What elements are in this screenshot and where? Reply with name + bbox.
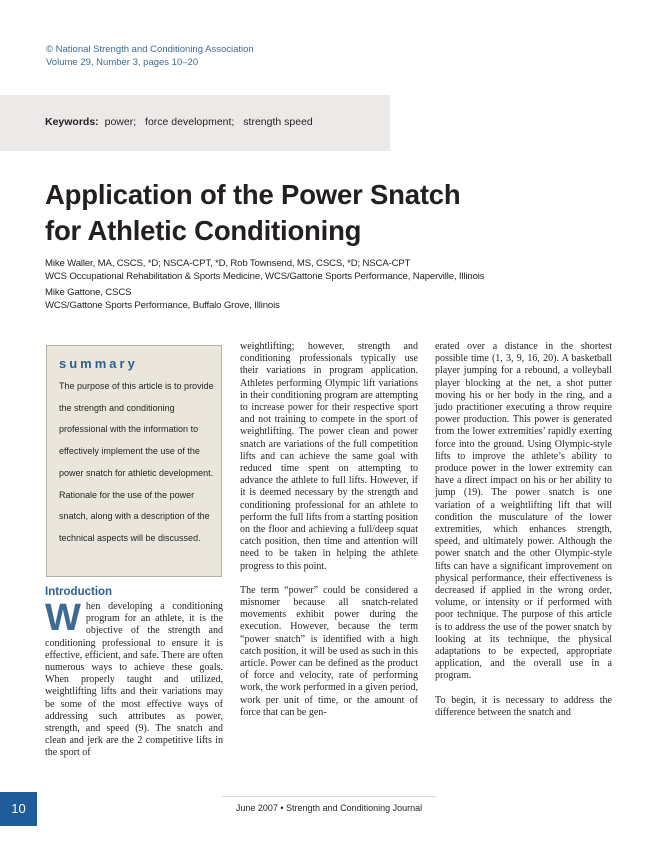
- column-3: [435, 341, 612, 719]
- footer-divider: [222, 796, 436, 797]
- body-paragraph: erated over a distance in the shortest possible time (1, 3, 9, 16, 20). A basketball player jumping for a rebound, a volleyball player blocking at the net, a shot putter moving his or her body in the ring, and a judo practitioner executing a throw require power production. This power is generated from the lower extremities’ rapidly exerting force into the ground. Using Olympic-style lifts to improve the athlete’s ability to produce power in the lower extremity can have a direct impact on his or her ability to jump (19). The power snatch is one variation of a weightlifting lift that will condition the musculature of the lower extremities, which enhances strength, speed, and ultimately power. Although the power snatch and the other Olympic-style lifts can have a significant improvement on physical performance, their effectiveness is decreased if applied in the wrong order, volume, or intensity or if performed with poor technique. The purpose of this article is to address the use of the power snatch by looking at its technique, the physical adaptations to be expected, appropriate application, and the overall use in a program.: [435, 341, 612, 682]
- column-1: [45, 597, 223, 760]
- keywords-label: Keywords:: [45, 116, 99, 128]
- body-paragraph: weightlifting; however, strength and conditioning professionals typically use their variations in program application. Athletes performing Olympic lift variations in their conditioning program are attempting to increase power for their respective sport and not training to compete in the sport of weightlifting. The power clean and power snatch are variations of the full competition lifts and can achieve the same goal with reduced time spent on attempting to advance the athlete to full lifts. However, if it is deemed necessary by the strength and conditioning professional for an athlete to perform the full lifts from a starting position on the floor and achieving a full/deep squat catch position, then time and attention will need to be taken in helping the athlete progress to this point.: [240, 341, 419, 572]
- author-line: Mike Gattone, CSCS: [45, 287, 132, 298]
- intro-paragraph: hen developing a conditioning program for an athlete, it is the objective of the strength and conditioning professional to ensure it is effective, efficient, and safe. There are often numerous ways to achieve these goals. When properly taught and utilized, weightlifting lifts and their variations may be some of the most effective ways of addressing such attributes as power, strength, and speed (9). The snatch and clean and jerk are the 2 competitive lifts in the sport of: [45, 601, 223, 759]
- keyword-item: force development;: [145, 116, 235, 128]
- summary-box: [46, 345, 222, 577]
- summary-body: The purpose of this article is to provide the strength and conditioning professional with the information to effectively implement the use of the power snatch for athletic development. Rationale for the use of the power snatch, along with a description of the technical aspects will be discussed.: [59, 381, 214, 543]
- column-2: [240, 341, 418, 719]
- page-number: 10: [0, 792, 37, 826]
- title-line-1: Application of the Power Snatch: [45, 179, 461, 210]
- volume-line: Volume 29, Number 3, pages 10–20: [46, 57, 199, 68]
- keyword-item: power;: [104, 116, 137, 128]
- copyright-line: © National Strength and Conditioning Association: [46, 44, 254, 55]
- keyword-item: strength speed: [243, 116, 313, 128]
- affiliation-line: WCS Occupational Rehabilitation & Sports Medicine, WCS/Gattone Sports Performance, Naperville, Illinois: [45, 271, 485, 282]
- affiliation-line: WCS/Gattone Sports Performance, Buffalo Grove, Illinois: [45, 300, 280, 311]
- body-paragraph: The term “power” could be considered a misnomer because all snatch-related movements exhibit power during the execution. However, because the term “power snatch” is identified with a high catch position, it will be used as such in this article. Power can be defined as the product of force and velocity, rate of performing work, the work performed in a given period, work per unit of time, or the amount of force that can be gen-: [240, 584, 418, 718]
- summary-heading: summary: [59, 356, 138, 371]
- authors-line: Mike Waller, MA, CSCS, *D; NSCA-CPT, *D, Rob Townsend, MS, CSCS, *D; NSCA-CPT: [45, 258, 411, 269]
- body-paragraph: To begin, it is necessary to address the difference between the snatch and: [435, 694, 612, 718]
- journal-header: [46, 43, 254, 69]
- title-line-2: for Athletic Conditioning: [45, 215, 362, 246]
- footer-journal: June 2007 • Strength and Conditioning Journal: [235, 803, 423, 813]
- article-title: [45, 177, 461, 249]
- drop-cap: W: [45, 597, 81, 639]
- introduction-heading: Introduction: [45, 586, 113, 598]
- keywords-line: [45, 116, 313, 128]
